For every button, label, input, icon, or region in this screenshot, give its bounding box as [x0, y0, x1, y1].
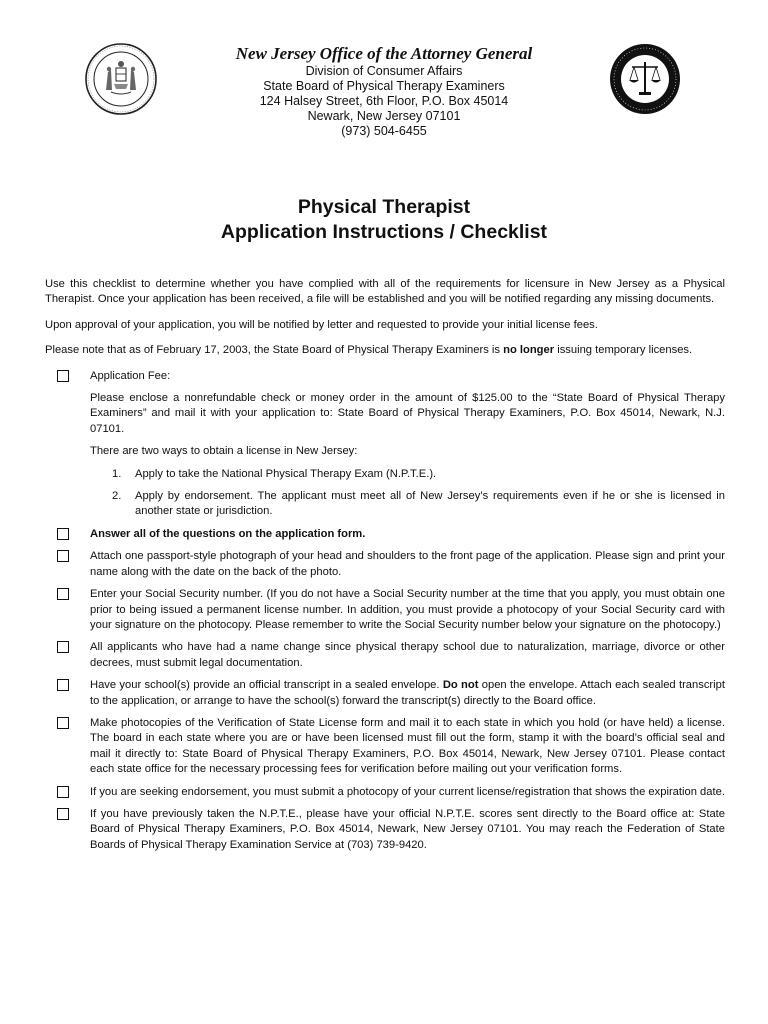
intro-paragraph: Use this checklist to determine whether you have complied with all of the requirements for licensure in New Jersey as a Physical Therapist. Once your application has been received, a file will be established and you will be notified regarding any missing documents.	[45, 278, 725, 306]
list-item: 2. Apply by endorsement. The applicant must meet all of New Jersey’s requirements even if he or she is licensed in another state or jurisdiction.	[112, 490, 725, 518]
endorsement-text: If you are seeking endorsement, you must submit a photocopy of your current license/registration that shows the expiration date.	[90, 785, 725, 798]
document-title	[0, 195, 768, 245]
checkbox[interactable]	[57, 550, 69, 562]
checkbox[interactable]	[57, 370, 69, 382]
name-change-text: All applicants who have had a name change since physical therapy school due to naturalization, marriage, divorce or other decrees, must submit legal documentation.	[90, 641, 725, 669]
checkbox[interactable]	[57, 588, 69, 600]
fee-label: Application Fee:	[90, 369, 171, 382]
temporary-license-note: Please note that as of February 17, 2003, the State Board of Physical Therapy Examiners is no longer issuing temporary licenses.	[45, 344, 693, 357]
checklist-item-npte-scores	[45, 807, 725, 853]
street-address: 124 Halsey Street, 6th Floor, P.O. Box 45014	[259, 94, 509, 108]
npte-scores-text: If you have previously taken the N.P.T.E., please have your official N.P.T.E. scores sent directly to the Board office at: State Board of Physical Therapy Examiners, P.O. Box 45014, Newark, New Jersey 07101. You may reach the Federation of State Boards of Physical Therapy Examination Service at (703) 739-9420.	[90, 807, 725, 851]
state-of-new-jersey-seal-icon	[84, 42, 158, 116]
checkbox[interactable]	[57, 679, 69, 691]
transcript-text: Have your school(s) provide an official transcript in a sealed envelope. Do not open the envelope. Attach each sealed transcript to the application, or arrange to have the school(s) forward the transcript(s) directly to the Board office.	[90, 679, 725, 707]
title-line-1: Physical Therapist	[297, 196, 471, 218]
board-name: State Board of Physical Therapy Examiners	[263, 79, 505, 93]
checklist-item-verification	[45, 716, 725, 778]
photo-text: Attach one passport-style photograph of your head and shoulders to the front page of the application. Please sign and print your name along with the date on the back of the photo.	[90, 550, 725, 578]
license-ways-list	[90, 467, 725, 520]
document-body	[45, 277, 725, 860]
office-of-the-attorney-general-seal-icon	[608, 42, 682, 116]
checklist-item-name-change	[45, 640, 725, 671]
checkbox[interactable]	[57, 641, 69, 653]
checkbox[interactable]	[57, 786, 69, 798]
checklist-item-fee	[45, 369, 725, 520]
checkbox[interactable]	[57, 717, 69, 729]
approval-paragraph: Upon approval of your application, you will be notified by letter and requested to provide your initial license fees.	[45, 318, 598, 331]
title-line-2: Application Instructions / Checklist	[220, 221, 548, 243]
answer-all-text: Answer all of the questions on the application form.	[90, 527, 366, 540]
checklist-item-ssn	[45, 587, 725, 633]
agency-name: New Jersey Office of the Attorney General	[235, 44, 533, 63]
checkbox[interactable]	[57, 808, 69, 820]
letterhead	[160, 44, 608, 139]
checklist-item-transcript	[45, 678, 725, 709]
checklist-item-answer-all	[45, 527, 725, 542]
phone-number: (973) 504-6455	[341, 124, 427, 138]
fee-detail: Please enclose a nonrefundable check or money order in the amount of $125.00 to the “State Board of Physical Therapy Examiners” and mail it with your application to: State Board of Physical Therapy Examiners, P.O. Box 45014, Newark, N.J. 07101.	[90, 392, 725, 435]
city-address: Newark, New Jersey 07101	[307, 109, 461, 123]
verification-text: Make photocopies of the Verification of State License form and mail it to each state in which you hold (or have held) a license. The board in each state where you are or have been licensed must fill out the form, stamp it with the board’s official seal and mail it directly to: State Board of Physical Therapy Examiners, P.O. Box 45014, Newark, New Jersey 07101. Please contact each state office for the necessary processing fees for verification before mailing out your verification forms.	[90, 716, 725, 776]
list-item: 1. Apply to take the National Physical Therapy Exam (N.P.T.E.).	[112, 467, 437, 480]
checklist-item-endorsement	[45, 785, 725, 800]
checklist-item-photo	[45, 549, 725, 580]
checkbox[interactable]	[57, 528, 69, 540]
division-name: Division of Consumer Affairs	[305, 64, 463, 78]
license-ways-intro: There are two ways to obtain a license in New Jersey:	[90, 445, 358, 458]
ssn-text: Enter your Social Security number. (If you do not have a Social Security number at the time that you apply, you must obtain one prior to being issued a permanent license number. In addition, you must provide a photocopy of your Social Security card with your signature on the photocopy. Please remember to write the Social Security number below your signature on the photocopy.)	[90, 588, 725, 631]
